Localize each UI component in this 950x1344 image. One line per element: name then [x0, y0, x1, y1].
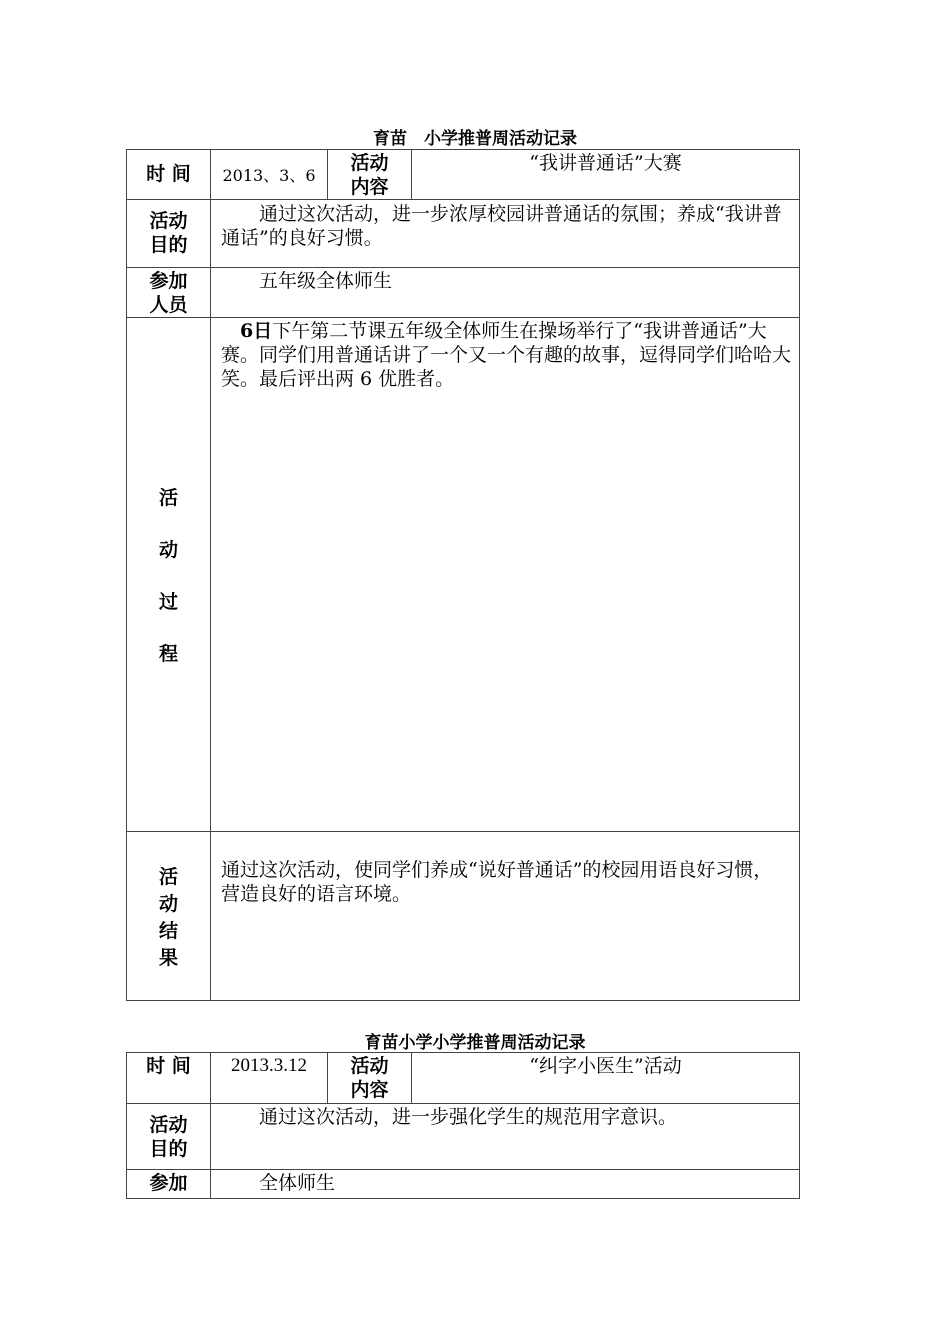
purpose-label	[127, 200, 211, 268]
content-label	[328, 1053, 412, 1104]
process-lead: 6日	[240, 320, 273, 342]
purpose-label-line2: 目的	[149, 234, 188, 256]
participants-label: 参加	[127, 1170, 211, 1199]
participants-row	[127, 1170, 800, 1199]
result-value: 通过这次活动，使同学们养成“说好普通话”的校园用语良好习惯，营造良好的语言环境。	[211, 832, 800, 1001]
record2-title: 育苗小学小学推普周活动记录	[364, 1033, 586, 1053]
record1-table	[126, 149, 800, 1001]
time-row	[127, 150, 800, 200]
process-label-char: 动	[158, 539, 178, 561]
record2-table	[126, 1052, 800, 1199]
purpose-value: 通过这次活动，进一步浓厚校园讲普通话的氛围；养成“我讲普通话”的良好习惯。	[211, 200, 800, 268]
time-value: 2013.3.12	[211, 1053, 328, 1104]
process-value	[211, 318, 800, 832]
purpose-label	[127, 1104, 211, 1170]
participants-row	[127, 268, 800, 318]
time-value: 2013、3、6	[211, 150, 328, 200]
process-text: 下午第二节课五年级全体师生在操场举行了“我讲普通话”大赛。同学们用普通话讲了一个又一个有趣的故事，逗得同学们哈哈大笑。最后评出两 6 优胜者。	[221, 320, 792, 390]
process-label	[127, 318, 211, 832]
result-label-char: 动	[158, 893, 178, 915]
participants-label-line2: 人员	[149, 294, 188, 316]
content-label	[328, 150, 412, 200]
process-row	[127, 318, 800, 832]
purpose-row	[127, 200, 800, 268]
time-label: 时 间	[127, 1053, 211, 1104]
record1-title: 育苗 小学推普周活动记录	[373, 129, 577, 149]
result-label-char: 果	[158, 947, 178, 969]
content-value: “纠字小医生”活动	[412, 1053, 800, 1104]
purpose-label-line2: 目的	[149, 1138, 188, 1160]
participants-value: 五年级全体师生	[211, 268, 800, 318]
content-label-line1: 活动	[350, 1055, 389, 1077]
purpose-label-line1: 活动	[149, 210, 188, 232]
participants-label-line1: 参加	[149, 270, 188, 292]
purpose-value: 通过这次活动，进一步强化学生的规范用字意识。	[211, 1104, 800, 1170]
result-label	[127, 832, 211, 1001]
content-label-line2: 内容	[350, 1079, 389, 1101]
result-label-char: 结	[158, 920, 178, 942]
time-label: 时 间	[127, 150, 211, 200]
process-label-char: 活	[158, 487, 178, 509]
process-label-char: 程	[158, 643, 178, 665]
result-row	[127, 832, 800, 1001]
process-label-char: 过	[158, 591, 178, 613]
purpose-label-line1: 活动	[149, 1114, 188, 1136]
participants-label	[127, 268, 211, 318]
result-label-char: 活	[158, 866, 178, 888]
time-row	[127, 1053, 800, 1104]
content-label-line1: 活动	[350, 152, 389, 174]
participants-value: 全体师生	[211, 1170, 800, 1199]
content-value: “我讲普通话”大赛	[412, 150, 800, 200]
purpose-row	[127, 1104, 800, 1170]
content-label-line2: 内容	[350, 176, 389, 198]
